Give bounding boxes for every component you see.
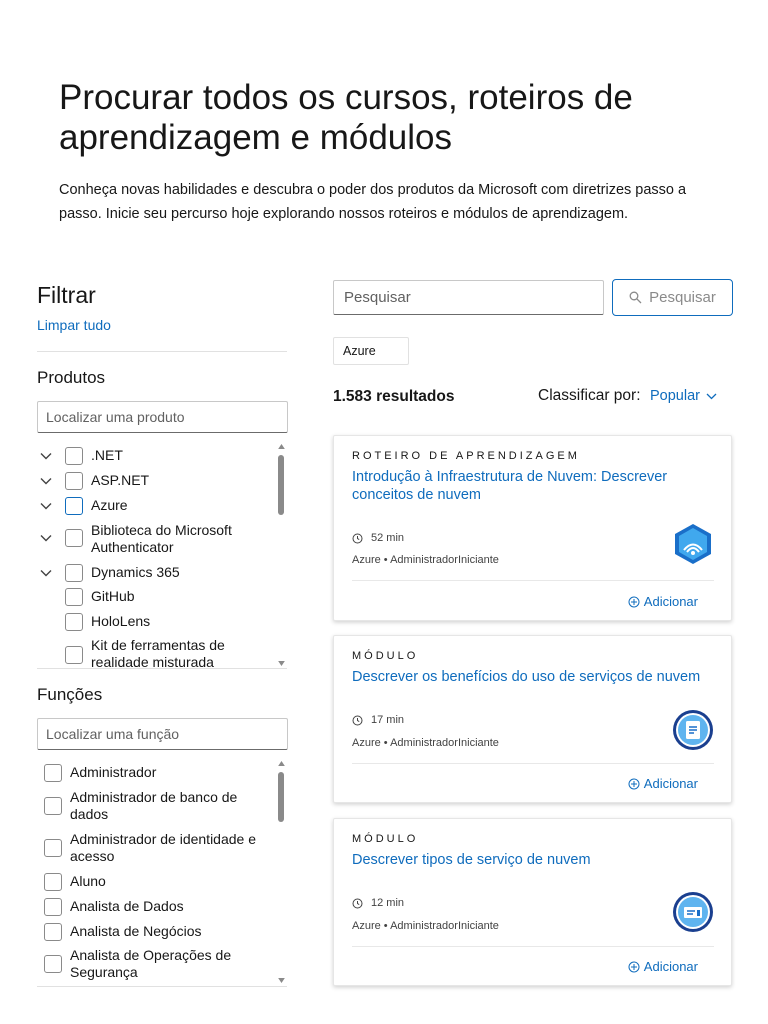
find-product-input[interactable] [37,401,288,433]
divider [37,351,287,352]
role-item[interactable] [44,789,275,823]
product-item-mixed-reality[interactable] [37,637,261,668]
cloud-server-badge-icon [672,891,714,933]
products-list [37,444,288,668]
card-type: MÓDULO [352,833,419,845]
product-label: .NET [91,447,123,463]
sort-label: Classificar por: [538,387,641,404]
results-count: 1.583 resultados [333,388,455,405]
product-label: GitHub [91,588,135,604]
product-item-github[interactable] [37,588,261,606]
product-item-authenticator[interactable] [37,522,261,556]
product-label: Biblioteca do Microsoft Authenticator [91,522,232,555]
role-item[interactable] [44,923,275,941]
product-checkbox[interactable] [65,613,83,631]
search-icon [629,291,642,304]
role-item[interactable] [44,873,275,891]
role-label: Administrador [70,764,157,780]
add-button[interactable] [628,594,698,609]
add-button-label: Adicionar [643,776,698,791]
role-checkbox[interactable] [44,873,62,891]
search-button-label: Pesquisar [649,289,716,306]
sort-dropdown[interactable] [650,388,717,404]
role-checkbox[interactable] [44,955,62,973]
chevron-down-icon [706,393,717,400]
product-checkbox[interactable] [65,529,83,547]
role-label: Analista de Dados [70,898,184,914]
product-checkbox[interactable] [65,472,83,490]
product-item-azure[interactable] [37,497,261,515]
role-checkbox[interactable] [44,898,62,916]
active-filter-tag[interactable]: Azure [333,337,409,365]
role-item[interactable] [44,831,280,865]
role-checkbox[interactable] [44,923,62,941]
card-duration-text: 12 min [371,897,405,909]
scroll-up-icon[interactable] [277,443,285,449]
cloud-wifi-badge-icon [672,523,714,565]
divider [352,580,714,581]
search-input[interactable] [333,280,604,315]
card-type: ROTEIRO DE APRENDIZAGEM [352,450,580,462]
scroll-down-icon[interactable] [277,977,285,983]
divider [37,668,287,669]
card-tags: Azure • AdministradorIniciante [352,920,499,932]
product-item-aspnet[interactable] [37,472,261,490]
card-title[interactable]: Descrever tipos de serviço de nuvem [352,852,591,868]
card-duration-text: 52 min [371,532,405,544]
scroll-down-icon[interactable] [277,660,285,666]
role-label: Analista de Negócios [70,923,202,939]
chevron-down-icon[interactable] [37,497,55,515]
divider [352,763,714,764]
card-title[interactable]: Descrever os benefícios do uso de serviços de nuvem [352,669,701,685]
role-checkbox[interactable] [44,839,62,857]
clock-icon [352,533,363,544]
add-button-label: Adicionar [643,594,698,609]
roles-scrollbar[interactable] [277,760,285,983]
card-title[interactable]: Introdução à Infraestrutura de Nuvem: Descrever conceitos de nuvem [352,469,668,503]
add-button[interactable] [628,959,698,974]
plus-circle-icon [628,778,640,790]
add-button[interactable] [628,776,698,791]
clock-icon [352,898,363,909]
role-label: Administrador de banco de dados [70,789,238,822]
result-card [333,435,732,621]
roles-section-title: Funções [37,685,103,704]
scroll-thumb[interactable] [278,772,284,822]
page-description: Conheça novas habilidades e descubra o poder dos produtos da Microsoft com diretrizes passo a passo. Inicie seu percurso hoje explorando nossos roteiros e módulos de aprendizagem. [59,182,687,222]
clock-icon [352,715,363,726]
card-tags: Azure • AdministradorIniciante [352,554,499,566]
role-label: Analista de Operações de Segurança [70,947,232,980]
roles-list [37,761,288,985]
product-item-dynamics[interactable] [37,564,261,582]
role-label: Aluno [70,873,106,889]
divider [37,986,287,987]
product-checkbox[interactable] [65,564,83,582]
role-item[interactable] [44,764,275,782]
product-item-hololens[interactable] [37,613,261,631]
find-role-input[interactable] [37,718,288,750]
result-card [333,635,732,803]
plus-circle-icon [628,596,640,608]
sort-value: Popular [650,388,700,404]
product-label: HoloLens [91,613,151,629]
chevron-down-icon[interactable] [37,472,55,490]
scroll-thumb[interactable] [278,455,284,515]
filter-title: Filtrar [37,282,96,308]
cloud-document-badge-icon [672,709,714,751]
products-scrollbar[interactable] [277,443,285,666]
product-checkbox[interactable] [65,646,83,664]
role-checkbox[interactable] [44,764,62,782]
add-button-label: Adicionar [643,959,698,974]
chevron-down-icon[interactable] [37,447,55,465]
products-section-title: Produtos [37,368,106,387]
result-card [333,818,732,986]
scroll-up-icon[interactable] [277,760,285,766]
card-duration [352,714,404,726]
card-duration [352,897,404,909]
role-checkbox[interactable] [44,797,62,815]
chevron-down-icon[interactable] [37,564,55,582]
chevron-down-icon[interactable] [37,529,55,547]
card-type: MÓDULO [352,650,419,662]
divider [352,946,714,947]
role-item[interactable] [44,947,260,981]
product-checkbox[interactable] [65,497,83,515]
product-checkbox[interactable] [65,447,83,465]
product-label: Kit de ferramentas de realidade misturada [91,637,225,668]
product-label: Dynamics 365 [91,564,180,580]
role-label: Administrador de identidade e acesso [70,831,257,864]
search-button[interactable] [612,279,733,316]
clear-all-link[interactable]: Limpar tudo [37,317,111,333]
page-title: Procurar todos os cursos, roteiros de aprendizagem e módulos [59,78,633,157]
product-label: ASP.NET [91,472,150,488]
card-duration [352,532,404,544]
card-tags: Azure • AdministradorIniciante [352,737,499,749]
product-checkbox[interactable] [65,588,83,606]
product-label: Azure [91,497,128,513]
card-duration-text: 17 min [371,714,405,726]
role-item[interactable] [44,898,275,916]
plus-circle-icon [628,961,640,973]
product-item-dotnet[interactable] [37,447,261,465]
